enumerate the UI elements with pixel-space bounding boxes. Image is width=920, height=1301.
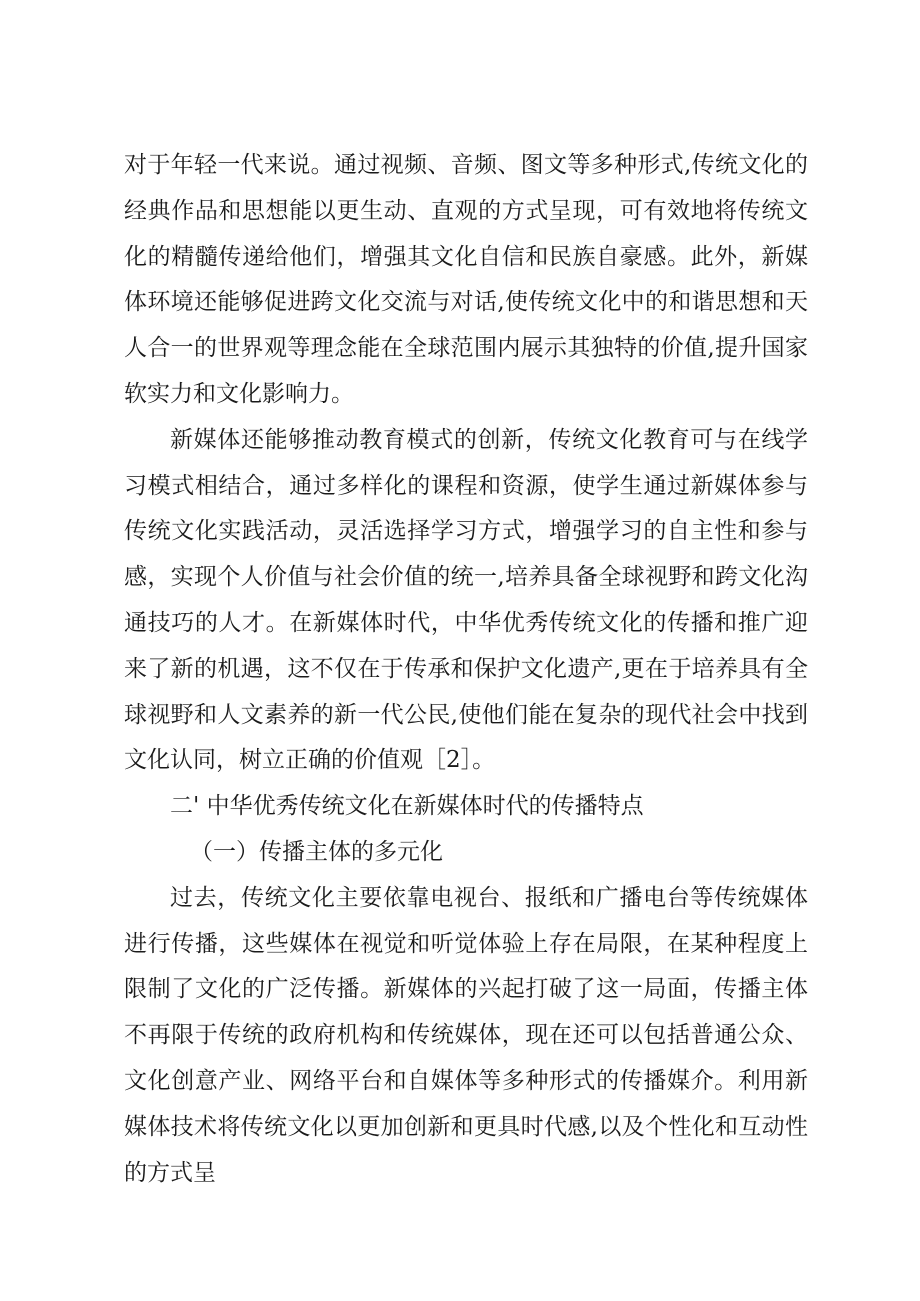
section-heading: 二' 中华优秀传统文化在新媒体时代的传播特点 xyxy=(170,793,644,820)
paragraph-continuation: 对于年轻一代来说。通过视频、音频、图文等多种形式,传统文化的经典作品和思想能以更生动、直观的方式呈现，可有效地将传统文化的精髓传递给他们，增强其文化自信和民族自豪感。此外，新媒体环境还能够促进跨文化交流与对话,使传统文化中的和谐思想和天人合一的世界观等理念能在全球范围内展示其独特的价值,提升国家软实力和文化影响力。 xyxy=(124,152,808,407)
paragraph-education: 新媒体还能够推动教育模式的创新，传统文化教育可与在线学习模式相结合，通过多样化的课程和资源，使学生通过新媒体参与传统文化实践活动，灵活选择学习方式，增强学习的自主性和参与感，实现个人价值与社会价值的统一,培养具备全球视野和跨文化沟通技巧的人才。在新媒体时代，中华优秀传统文化的传播和推广迎来了新的机遇，这不仅在于传承和保护文化遗产,更在于培养具有全球视野和人文素养的新一代公民,使他们能在复杂的现代社会中找到文化认同，树立正确的价值观［2］。 xyxy=(124,426,808,774)
document-page xyxy=(124,143,808,1196)
paragraph-diversification: 过去，传统文化主要依靠电视台、报纸和广播电台等传统媒体进行传播，这些媒体在视觉和听觉体验上存在局限，在某种程度上限制了文化的广泛传播。新媒体的兴起打破了这一局面，传播主体不再限于传统的政府机构和传统媒体，现在还可以包括普通公众、文化创意产业、网络平台和自媒体等多种形式的传播媒介。利用新媒体技术将传统文化以更加创新和更具时代感,以及个性化和互动性的方式呈 xyxy=(124,884,808,1186)
subsection-heading: （一）传播主体的多元化 xyxy=(190,838,443,865)
